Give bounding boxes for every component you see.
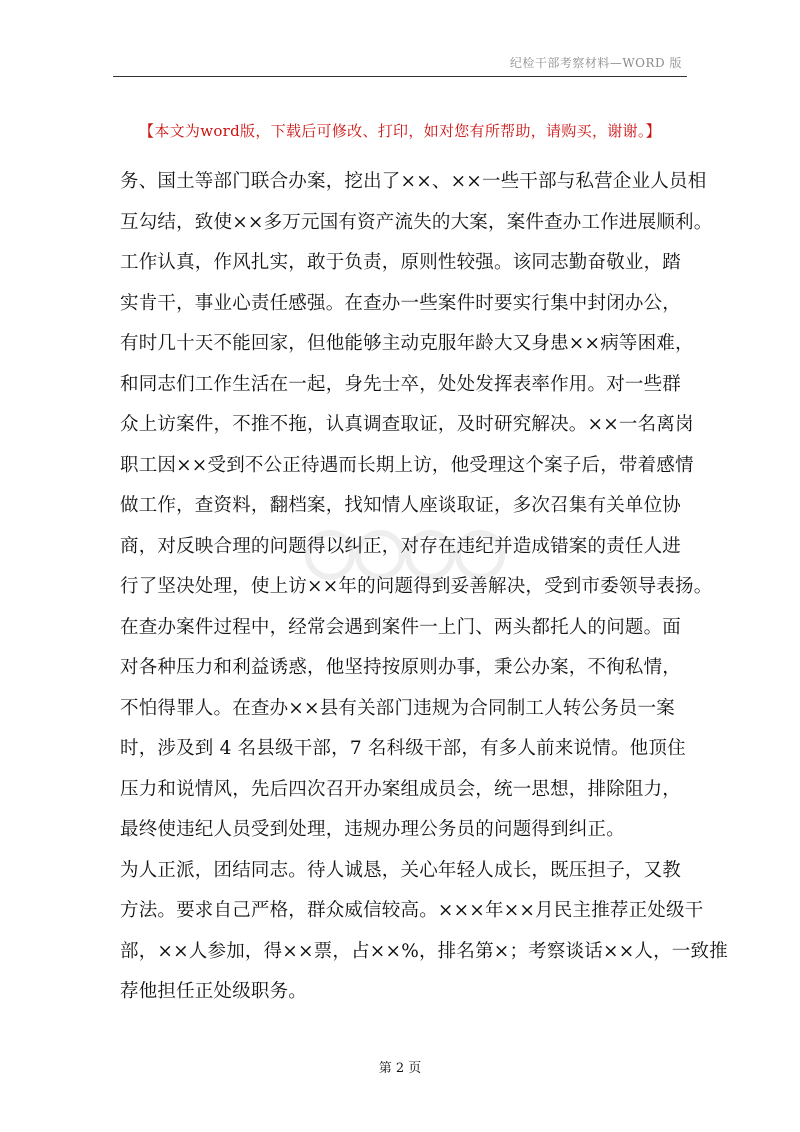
body-line: 众上访案件，不推不拖，认真调查取证，及时研究解决。××一名离岗 — [120, 414, 694, 435]
purchase-notice: 【本文为word版，下载后可修改、打印，如对您有所帮助，请购买，谢谢。】 — [139, 122, 661, 140]
body-line: 荐他担任正处级职务。 — [120, 981, 308, 1002]
body-line: 最终使违纪人员受到处理，违规办理公务员的问题得到纠正。 — [120, 819, 625, 840]
body-line: 压力和说情风，先后四次召开办案组成员会，统一思想，排除阻力， — [120, 778, 682, 800]
body-line: 对各种压力和利益诱惑，他坚持按原则办事，秉公办案，不徇私情， — [120, 657, 682, 678]
body-line: 行了坚决处理，使上访××年的问题得到妥善解决，受到市委领导表扬。 — [120, 576, 713, 597]
body-line: 方法。要求自己严格，群众威信较高。×××年××月民主推荐正处级干 — [120, 900, 704, 921]
body-line: 职工因××受到不公正待遇而长期上访，他受理这个案子后，带着感情 — [120, 454, 694, 476]
body-line: 工作认真，作风扎实，敢于负责，原则性较强。该同志勤奋敬业，踏 — [120, 252, 682, 273]
body-line: 务、国土等部门联合办案，挖出了××、××一些干部与私营企业人员相 — [120, 171, 707, 192]
header-divider — [113, 76, 687, 77]
body-line: 部，××人参加，得××票，占××%，排名第×；考察谈话××人，一致推 — [120, 940, 728, 962]
body-line: 做工作，查资料，翻档案，找知情人座谈取证，多次召集有关单位协 — [120, 495, 682, 516]
body-line: 商，对反映合理的问题得以纠正，对存在违纪并造成错案的责任人进 — [120, 535, 682, 557]
body-line: 互勾结，致使××多万元国有资产流失的大案，案件查办工作进展顺利。 — [120, 211, 713, 233]
body-line: 为人正派，团结同志。待人诚恳，关心年轻人成长，既压担子，又教 — [120, 859, 682, 881]
document-header-title: 纪检干部考察材料—WORD 版 — [509, 56, 682, 70]
body-line: 实肯干，事业心责任感强。在查办一些案件时要实行集中封闭办公， — [120, 292, 682, 314]
body-line: 和同志们工作生活在一起，身先士卒，处处发挥表率作用。对一些群 — [120, 373, 682, 395]
body-line: 在查办案件过程中，经常会遇到案件一上门、两头都托人的问题。面 — [120, 616, 682, 638]
document-body — [120, 162, 728, 1013]
body-line: 时，涉及到 4 名县级干部，7 名科级干部，有多人前来说情。他顶住 — [120, 738, 686, 759]
body-line: 不怕得罪人。在查办××县有关部门违规为合同制工人转公务员一案 — [120, 697, 676, 719]
body-line: 有时几十天不能回家，但他能够主动克服年龄大又身患××病等困难， — [120, 333, 694, 354]
page-number: 第 2 页 — [378, 1061, 422, 1076]
